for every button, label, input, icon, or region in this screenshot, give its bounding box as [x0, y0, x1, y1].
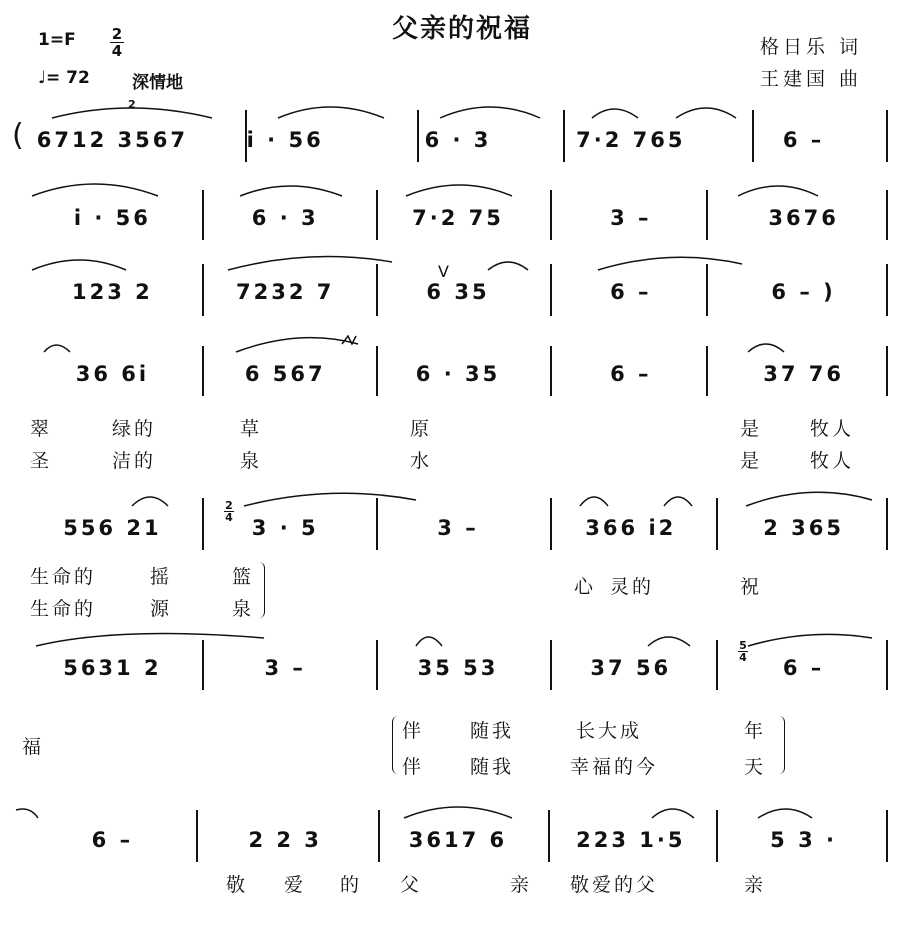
score-row-2 [26, 198, 890, 238]
bar-line [202, 498, 204, 550]
slur [746, 492, 872, 506]
lyricist-credit: 格日乐 词 [760, 36, 863, 58]
time-signature-top: 2 [111, 25, 123, 43]
score-row-3 [26, 272, 890, 312]
measure: 6 · 35 [415, 362, 501, 386]
measure: 35 53 [417, 656, 499, 680]
lyric: 原 [410, 418, 433, 440]
lyric: 篮 [232, 566, 255, 588]
bar-line [376, 640, 378, 690]
measure: 37 56 [590, 656, 672, 680]
bar-line [752, 110, 754, 162]
lyric: 伴 [402, 756, 425, 778]
slur [416, 637, 442, 646]
mordent-mark [342, 336, 356, 344]
lyric: 随我 [470, 720, 515, 742]
measure: 3 – [437, 516, 479, 540]
measure: 5 3 · [770, 828, 837, 852]
lyric: 天 [744, 756, 767, 778]
slur [592, 109, 638, 118]
bar-line [548, 810, 550, 862]
measure: 3676 [768, 206, 839, 230]
bar-line [550, 640, 552, 690]
measure: 123 2 [72, 280, 153, 304]
slur [738, 186, 818, 196]
lyric: 随我 [470, 756, 515, 778]
verse-bracket [776, 716, 785, 774]
slur [32, 260, 126, 270]
meter-change-bottom: 4 [225, 511, 233, 524]
measure: 366 i2 [585, 516, 677, 540]
slur [440, 107, 540, 118]
bar-line [550, 346, 552, 396]
slur [406, 185, 512, 196]
score-row-1 [26, 120, 890, 160]
slur [664, 497, 692, 506]
lyric: 源 [150, 598, 173, 620]
slur [676, 108, 736, 118]
meter-change-top: 2 [225, 499, 233, 512]
measure: i · 56 [246, 128, 324, 152]
slur [16, 809, 38, 818]
measure: 7232 7 [236, 280, 335, 304]
measure: 6 – [610, 362, 652, 386]
song-title: 父亲的祝福 [391, 14, 532, 44]
bar-line [706, 346, 708, 396]
bar-line [376, 498, 378, 550]
lyric: 草 [240, 418, 263, 440]
measure: i · 56 [73, 206, 151, 230]
lyric: 牧人 [810, 450, 855, 472]
lyric: 敬爱的父 [570, 874, 659, 896]
bar-line [378, 810, 380, 862]
measure: 7·2 765 [576, 128, 686, 152]
bar-line [550, 190, 552, 240]
time-signature-bottom: 4 [111, 42, 123, 60]
measure: 7·2 75 [412, 206, 504, 230]
lyric: 泉 [240, 450, 263, 472]
lyric: 圣 [30, 450, 53, 472]
bar-line [886, 110, 888, 162]
measure: 6 – [610, 280, 652, 304]
lyric: 敬 [226, 874, 249, 896]
score-row-6 [26, 648, 890, 688]
measure: 3 · 5 [251, 516, 319, 540]
score-row-5 [26, 508, 890, 548]
bar-line [550, 498, 552, 550]
measure: 3 – [264, 656, 306, 680]
time-signature [110, 26, 124, 59]
slur [36, 634, 264, 647]
lyric: 翠 [30, 418, 53, 440]
measure: 556 21 [63, 516, 162, 540]
lyric: 是 [740, 450, 763, 472]
bar-line [376, 346, 378, 396]
slur [244, 493, 416, 506]
bar-line [202, 640, 204, 690]
bar-line [245, 110, 247, 162]
lyric: 是 [740, 418, 763, 440]
slur [228, 257, 392, 270]
lyric: 祝 [740, 576, 763, 598]
lyric: 绿的 [112, 418, 157, 440]
measure: 223 1·5 [576, 828, 686, 852]
breath-mark: V [438, 262, 449, 281]
lyric: 泉 [232, 598, 255, 620]
slur [488, 262, 528, 270]
slur [758, 809, 812, 818]
measure: 6 – ) [771, 280, 836, 304]
bar-line [376, 190, 378, 240]
meter-change-top: 5 [739, 639, 747, 652]
bar-line [202, 264, 204, 316]
expression-marking: 深情地 [132, 73, 183, 93]
slur [748, 344, 784, 352]
score-row-7 [26, 820, 890, 860]
bar-line [886, 346, 888, 396]
measure: 2 365 [763, 516, 844, 540]
lyric: 亲 [744, 874, 767, 896]
measure: 6 – [782, 128, 825, 152]
slur [132, 497, 168, 506]
bar-line [202, 346, 204, 396]
measure: 2 2 3 [248, 828, 322, 852]
lyric: 爱 [284, 874, 307, 896]
lyric: 幸福的今 [570, 756, 659, 778]
measure: 6 567 [244, 362, 326, 386]
slur [580, 497, 608, 506]
tempo-marking: ♩= 72 [38, 68, 90, 88]
slur [648, 637, 690, 646]
measure: 36 6i [75, 362, 150, 386]
meter-change-bottom: 4 [739, 651, 747, 664]
lyric: 年 [744, 720, 767, 742]
slur [240, 186, 342, 196]
slur [44, 345, 70, 352]
slur [598, 257, 742, 270]
slur [404, 807, 512, 818]
bar-line [716, 498, 718, 550]
bar-line [716, 810, 718, 862]
bar-line [550, 264, 552, 316]
lyric: 亲 [510, 874, 533, 896]
lyric: 洁的 [112, 450, 157, 472]
bar-line [886, 810, 888, 862]
lyric: 生命的 [30, 598, 97, 620]
bar-line [716, 640, 718, 690]
lyric: 长大成 [576, 720, 643, 742]
lyric: 父 [400, 874, 423, 896]
score-row-4 [26, 354, 890, 394]
bar-line [886, 498, 888, 550]
measure: 6 – [782, 656, 825, 680]
composer-credit: 王建国 曲 [760, 68, 863, 90]
verse-bracket [256, 562, 265, 618]
opening-parenthesis: ( [12, 118, 24, 153]
slur [652, 809, 694, 818]
lyric: 牧人 [810, 418, 855, 440]
lyric: 水 [410, 450, 433, 472]
measure: 37 76 [763, 362, 844, 386]
octave-mark: 2 [128, 98, 136, 111]
measure: 6 35 [426, 280, 490, 304]
lyric: 生命的 [30, 566, 97, 588]
lyric: 的 [340, 874, 363, 896]
bar-line [706, 190, 708, 240]
measure: 5631 2 [63, 656, 162, 680]
lyric: 灵的 [610, 576, 655, 598]
slur [278, 107, 384, 118]
measure: 3 – [610, 206, 652, 230]
measure: 6712 3567 [36, 128, 188, 152]
key-signature: 1=F [38, 30, 76, 50]
bar-line [886, 190, 888, 240]
measure: 6 · 3 [251, 206, 319, 230]
lyric: 福 [22, 736, 45, 758]
bar-line [202, 190, 204, 240]
bar-line [417, 110, 419, 162]
bar-line [886, 264, 888, 316]
measure: 6 – [91, 828, 134, 852]
bar-line [376, 264, 378, 316]
slur [748, 634, 872, 646]
bar-line [196, 810, 198, 862]
lyric: 心 [574, 576, 597, 598]
measure: 3617 6 [408, 828, 508, 852]
bar-line [886, 640, 888, 690]
lyric: 伴 [402, 720, 425, 742]
slur [236, 338, 358, 352]
measure: 6 · 3 [424, 128, 492, 152]
bar-line [706, 264, 708, 316]
bar-line [563, 110, 565, 162]
verse-bracket [392, 716, 401, 774]
lyric: 摇 [150, 566, 173, 588]
slur [32, 184, 158, 196]
